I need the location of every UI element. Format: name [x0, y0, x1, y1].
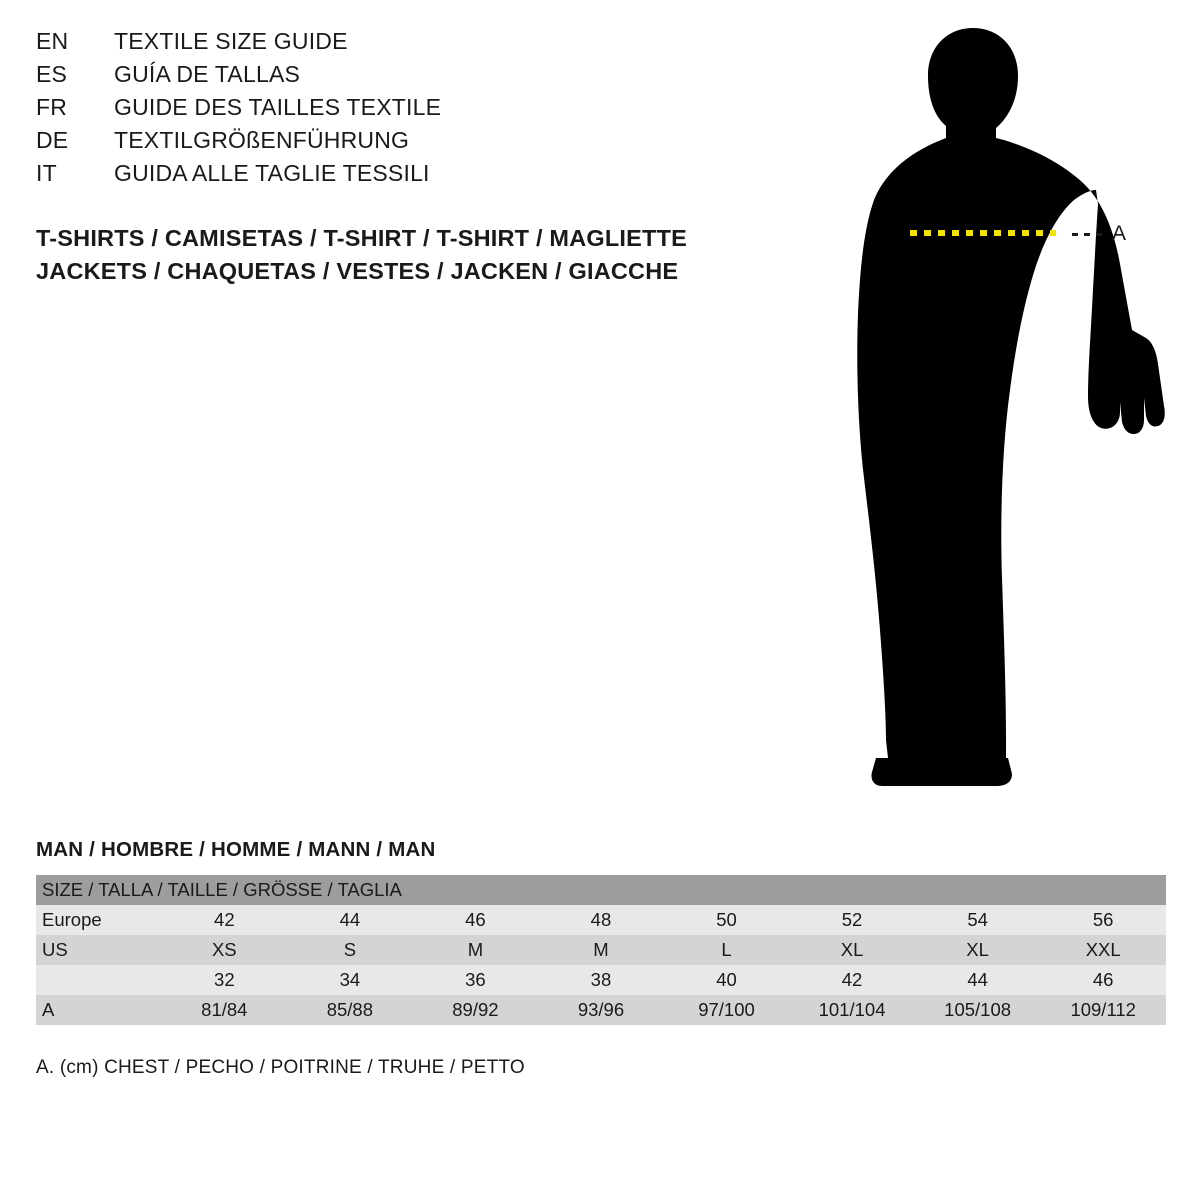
cell-value: 34	[287, 965, 413, 995]
language-title: TEXTILE SIZE GUIDE	[114, 28, 348, 54]
table-row	[36, 935, 1166, 965]
cell-value: 85/88	[287, 995, 413, 1025]
cell-value: 38	[538, 965, 664, 995]
language-code: FR	[36, 94, 68, 120]
language-row-en	[36, 28, 736, 61]
cell-value: 52	[789, 905, 915, 935]
language-row-it	[36, 160, 736, 193]
table-header-row	[36, 875, 1166, 905]
garment-category-list	[36, 222, 796, 288]
language-code: IT	[36, 160, 57, 186]
cell-value: 109/112	[1040, 995, 1166, 1025]
body-silhouette-figure	[810, 18, 1180, 788]
row-label-europe: Europe	[36, 905, 162, 935]
cell-value: S	[287, 935, 413, 965]
cell-value: 56	[1040, 905, 1166, 935]
language-title: TEXTILGRÖßENFÜHRUNG	[114, 127, 410, 153]
language-row-fr	[36, 94, 736, 127]
size-table	[36, 875, 1166, 1025]
row-label-us: US	[36, 935, 162, 965]
cell-value: 48	[538, 905, 664, 935]
male-silhouette-icon	[810, 18, 1180, 788]
cell-value: 97/100	[664, 995, 790, 1025]
measure-label-a: A	[1112, 222, 1127, 245]
table-group-title: MAN / HOMBRE / HOMME / MANN / MAN	[36, 838, 436, 861]
cell-value: L	[664, 935, 790, 965]
language-title: GUIDA ALLE TAGLIE TESSILI	[114, 160, 430, 186]
cell-value: M	[413, 935, 539, 965]
cell-value: XL	[789, 935, 915, 965]
cell-value: XS	[162, 935, 288, 965]
language-row-es	[36, 61, 736, 94]
table-header-label: SIZE / TALLA / TAILLE / GRÖSSE / TAGLIA	[36, 875, 1166, 905]
language-title: GUÍA DE TALLAS	[114, 61, 301, 87]
cell-value: 54	[915, 905, 1041, 935]
category-tshirts: T-SHIRTS / CAMISETAS / T-SHIRT / T-SHIRT / MAGLIETTE	[36, 225, 687, 251]
table-row	[36, 995, 1166, 1025]
category-jackets: JACKETS / CHAQUETAS / VESTES / JACKEN / GIACCHE	[36, 258, 679, 284]
table-row	[36, 965, 1166, 995]
cell-value: 36	[413, 965, 539, 995]
cell-value: 32	[162, 965, 288, 995]
cell-value: 44	[287, 905, 413, 935]
cell-value: 42	[162, 905, 288, 935]
cell-value: 89/92	[413, 995, 539, 1025]
language-code: ES	[36, 61, 68, 87]
cell-value: 50	[664, 905, 790, 935]
language-list	[36, 28, 736, 193]
cell-value: XXL	[1040, 935, 1166, 965]
measure-leader-line	[1072, 233, 1106, 236]
language-row-de	[36, 127, 736, 160]
cell-value: 42	[789, 965, 915, 995]
table-row	[36, 905, 1166, 935]
language-code: EN	[36, 28, 69, 54]
cell-value: 105/108	[915, 995, 1041, 1025]
cell-value: 46	[413, 905, 539, 935]
row-label-a: A	[36, 995, 162, 1025]
table-footnote: A. (cm) CHEST / PECHO / POITRINE / TRUHE / PETTO	[36, 1057, 525, 1078]
cell-value: 40	[664, 965, 790, 995]
language-code: DE	[36, 127, 69, 153]
cell-value: XL	[915, 935, 1041, 965]
language-title: GUIDE DES TAILLES TEXTILE	[114, 94, 442, 120]
cell-value: 101/104	[789, 995, 915, 1025]
cell-value: 81/84	[162, 995, 288, 1025]
cell-value: 46	[1040, 965, 1166, 995]
cell-value: 44	[915, 965, 1041, 995]
cell-value: M	[538, 935, 664, 965]
cell-value: 93/96	[538, 995, 664, 1025]
size-table-section	[36, 838, 1166, 1079]
row-label-blank	[36, 965, 162, 995]
